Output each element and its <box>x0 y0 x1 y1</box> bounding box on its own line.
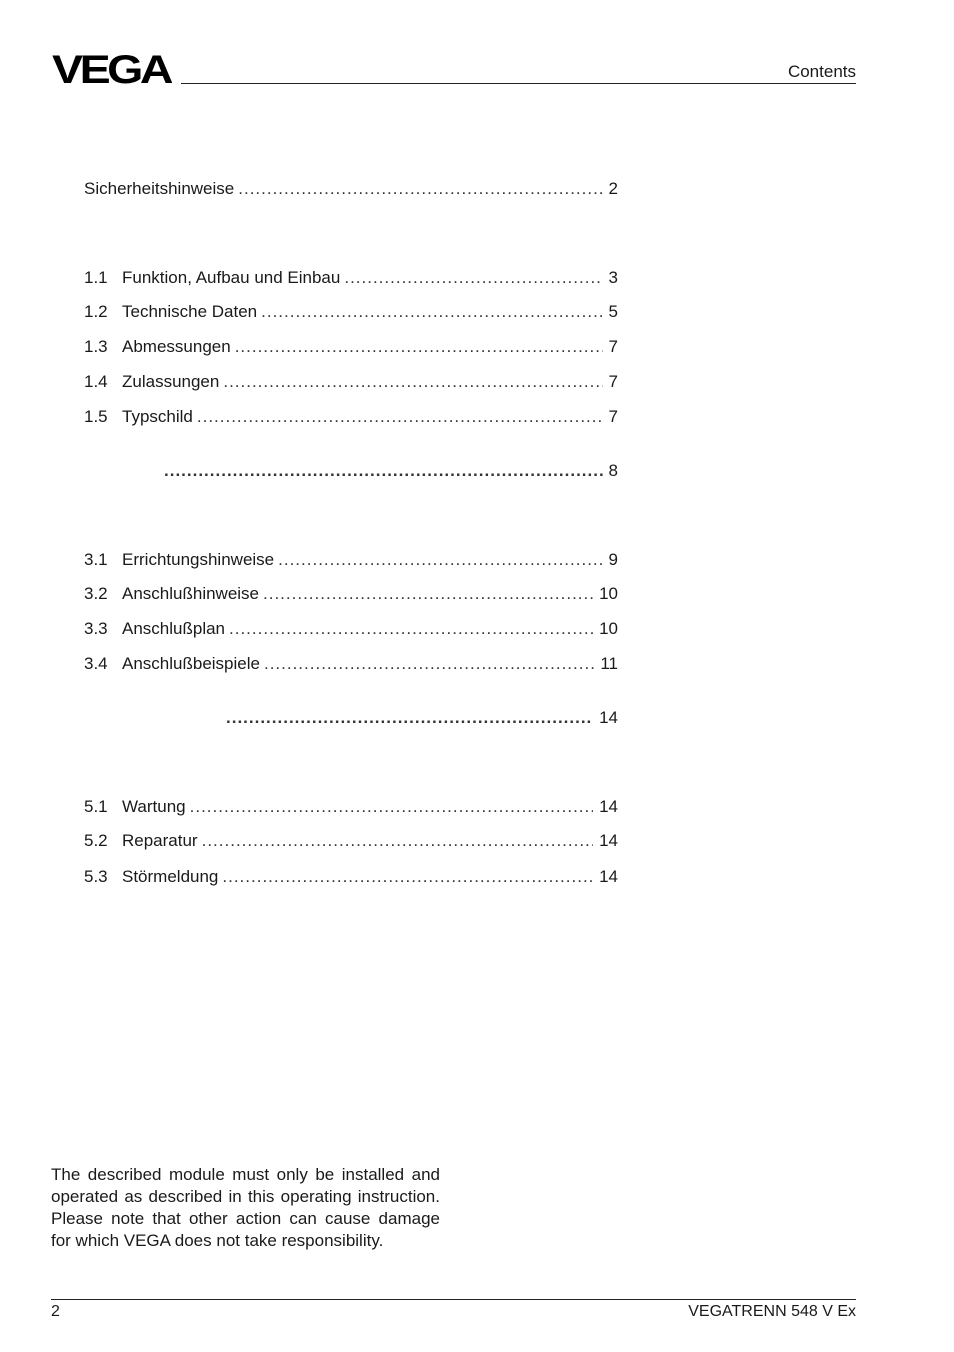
toc-title: Anschlußbeispiele <box>122 654 260 673</box>
toc-entry <box>84 267 618 289</box>
footer-rule <box>51 1299 856 1300</box>
responsibility-note: The described module must only be installed and operated as described in this operating instruction. Please note that other action can cause damage for which VEGA does not take responsibility. <box>51 1165 440 1250</box>
header-title: Contents <box>787 62 856 81</box>
toc-leader-dots <box>202 830 593 852</box>
toc-leader-dots <box>226 707 593 729</box>
toc-number: 5.3 <box>84 867 108 886</box>
toc-page: 10 <box>599 619 618 638</box>
toc-leader-dots <box>235 336 603 358</box>
toc-number: 1.3 <box>84 337 108 356</box>
toc-leader-dots <box>164 460 603 482</box>
toc-entry <box>84 653 618 675</box>
toc-title: Wartung <box>122 797 186 816</box>
toc-leader-dots <box>278 549 602 571</box>
toc-page: 7 <box>608 372 618 391</box>
toc-leader-dots <box>261 301 602 323</box>
toc-number: 3.3 <box>84 619 108 638</box>
toc-entry <box>84 178 618 200</box>
header-rule <box>181 83 856 84</box>
toc-entry <box>84 830 618 852</box>
toc-entry <box>84 796 618 818</box>
toc-leader-dots <box>190 796 593 818</box>
toc-leader-dots <box>344 267 602 289</box>
toc-leader-dots <box>222 866 593 888</box>
svg-text:VEGA: VEGA <box>52 50 172 86</box>
toc-title: Zulassungen <box>122 372 220 391</box>
toc-entry <box>84 301 618 323</box>
toc-leader-dots <box>264 653 594 675</box>
toc-page: 11 <box>600 654 618 673</box>
toc-title: Errichtungshinweise <box>122 550 275 569</box>
toc-entry <box>84 618 618 640</box>
vega-logo <box>52 50 172 86</box>
toc-entry <box>160 460 618 482</box>
toc-entry <box>84 866 618 888</box>
toc-number: 1.5 <box>84 407 108 426</box>
toc-title: Störmeldung <box>122 867 219 886</box>
toc-entry <box>84 406 618 428</box>
toc-number: 3.1 <box>84 550 108 569</box>
toc-entry <box>84 371 618 393</box>
toc-number: 1.1 <box>84 268 108 287</box>
toc-leader-dots <box>238 178 602 200</box>
toc-leader-dots <box>263 583 593 605</box>
toc-title: Funktion, Aufbau und Einbau <box>122 268 341 287</box>
toc-number: 1.2 <box>84 302 108 321</box>
toc-entry <box>84 549 618 571</box>
toc-page: 14 <box>599 797 618 816</box>
toc-number: 5.2 <box>84 831 108 850</box>
toc-page: 14 <box>599 708 618 727</box>
toc-leader-dots <box>197 406 603 428</box>
toc-leader-dots <box>223 371 602 393</box>
toc-title: Anschlußplan <box>122 619 226 638</box>
toc-page: 14 <box>599 867 618 886</box>
toc-number: 1.4 <box>84 372 108 391</box>
toc-title: Typschild <box>122 407 193 426</box>
toc-page: 10 <box>599 584 618 603</box>
toc-page: 7 <box>608 337 618 356</box>
toc-entry <box>84 583 618 605</box>
toc-page: 8 <box>608 461 618 480</box>
toc-entry <box>222 707 618 729</box>
toc-page: 3 <box>608 268 618 287</box>
toc-title: Sicherheitshinweise <box>84 179 235 198</box>
toc-title: Abmessungen <box>122 337 231 356</box>
toc-page: 9 <box>608 550 618 569</box>
toc-entry <box>84 336 618 358</box>
toc-page: 7 <box>608 407 618 426</box>
toc-title: Reparatur <box>122 831 198 850</box>
toc-title: Technische Daten <box>122 302 258 321</box>
toc-number: 5.1 <box>84 797 108 816</box>
page-number: 2 <box>51 1303 60 1320</box>
toc-leader-dots <box>229 618 593 640</box>
toc-number: 3.4 <box>84 654 108 673</box>
toc-title: Anschlußhinweise <box>122 584 260 603</box>
document-name: VEGATRENN 548 V Ex <box>688 1303 856 1320</box>
toc-page: 5 <box>608 302 618 321</box>
toc-number: 3.2 <box>84 584 108 603</box>
toc-page: 2 <box>608 179 618 198</box>
toc-page: 14 <box>599 831 618 850</box>
